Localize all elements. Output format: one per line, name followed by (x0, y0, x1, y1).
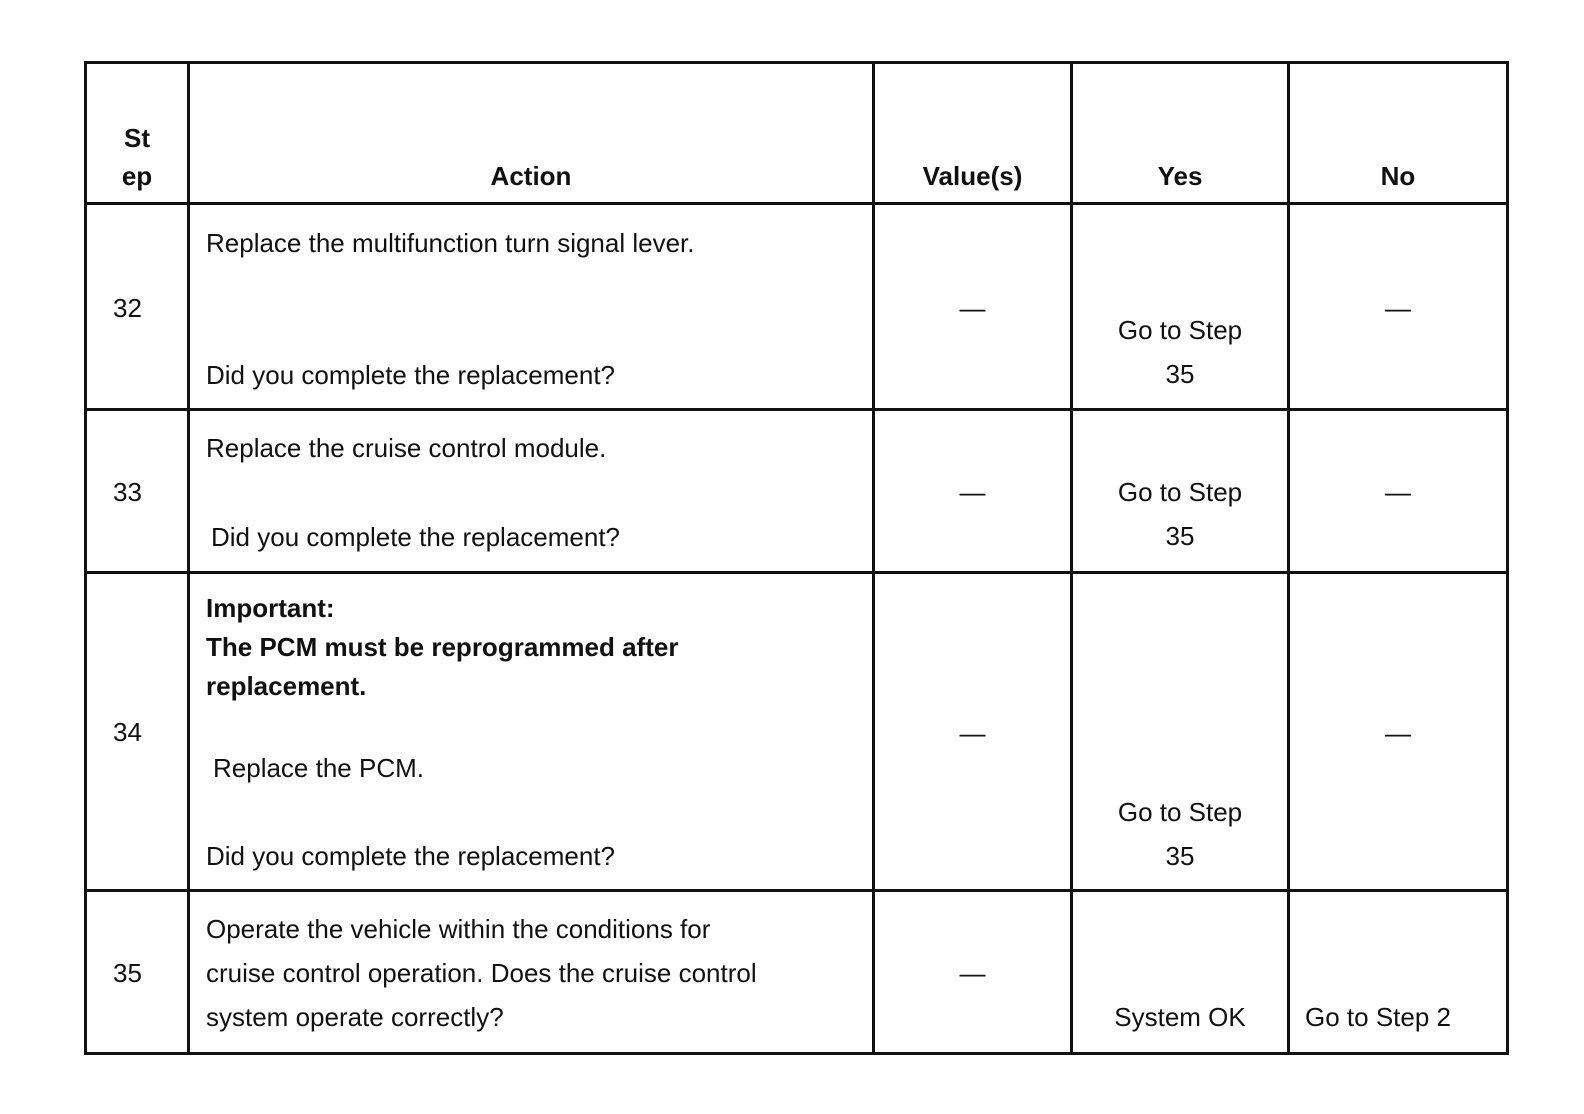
table-header-row (86, 63, 1508, 204)
step-number: 34 (113, 717, 142, 747)
no-cell (1289, 891, 1508, 1054)
action-question: Did you complete the replacement? (211, 522, 621, 552)
value-text: — (959, 293, 986, 323)
value-cell (874, 410, 1072, 573)
header-no (1289, 63, 1508, 204)
header-values (874, 63, 1072, 204)
header-no-label: No (1380, 161, 1416, 191)
yes-text-line1: Go to Step (1117, 315, 1243, 345)
action-question: Did you complete the replacement? (206, 841, 616, 871)
action-text-line2: cruise control operation. Does the cruise control (206, 958, 757, 988)
important-label: Important: (206, 593, 335, 623)
yes-cell (1072, 204, 1289, 410)
action-text: Replace the multifunction turn signal lever. (206, 228, 695, 258)
action-text: Replace the cruise control module. (206, 433, 607, 463)
step-cell (86, 891, 189, 1054)
important-text-line1: The PCM must be reprogrammed after (206, 632, 679, 662)
step-cell (86, 410, 189, 573)
value-cell (874, 891, 1072, 1054)
no-text: — (1385, 718, 1411, 748)
value-cell (874, 204, 1072, 410)
action-cell (189, 891, 874, 1054)
value-cell (874, 573, 1072, 891)
action-cell (189, 573, 874, 891)
yes-cell (1072, 891, 1289, 1054)
header-action (189, 63, 874, 204)
action-text: Replace the PCM. (213, 753, 424, 783)
action-question: Did you complete the replacement? (206, 360, 616, 390)
table-row (86, 573, 1508, 891)
value-text: — (959, 477, 986, 507)
header-step-line1: St (124, 123, 150, 153)
header-step (86, 63, 189, 204)
step-number: 33 (113, 477, 142, 507)
step-cell (86, 204, 189, 410)
header-values-label: Value(s) (922, 161, 1023, 191)
yes-cell (1072, 410, 1289, 573)
action-text-line3: system operate correctly? (206, 1002, 504, 1032)
action-text-line1: Operate the vehicle within the conditions for (206, 914, 711, 944)
table-row (86, 891, 1508, 1054)
yes-cell (1072, 573, 1289, 891)
no-cell (1289, 573, 1508, 891)
step-number: 35 (113, 958, 142, 988)
step-cell (86, 573, 189, 891)
header-yes (1072, 63, 1289, 204)
no-text: — (1385, 293, 1411, 323)
diagnostic-step-table (84, 61, 1509, 1055)
action-cell (189, 204, 874, 410)
important-text-line2: replacement. (206, 671, 367, 701)
header-action-label: Action (490, 161, 572, 191)
header-yes-label: Yes (1157, 161, 1203, 191)
value-text: — (959, 958, 986, 988)
yes-text-line2: 35 (1165, 841, 1195, 871)
yes-text-line1: Go to Step (1117, 477, 1243, 507)
value-text: — (959, 718, 986, 748)
step-number: 32 (113, 293, 142, 323)
table-row (86, 410, 1508, 573)
yes-text: System OK (1114, 1002, 1246, 1032)
no-cell (1289, 204, 1508, 410)
action-cell (189, 410, 874, 573)
header-step-line2: ep (121, 161, 153, 191)
no-text: — (1385, 477, 1411, 507)
yes-text-line1: Go to Step (1117, 797, 1243, 827)
no-cell (1289, 410, 1508, 573)
yes-text-line2: 35 (1165, 359, 1195, 389)
no-text: Go to Step 2 (1305, 1002, 1451, 1032)
table-row (86, 204, 1508, 410)
yes-text-line2: 35 (1165, 521, 1195, 551)
